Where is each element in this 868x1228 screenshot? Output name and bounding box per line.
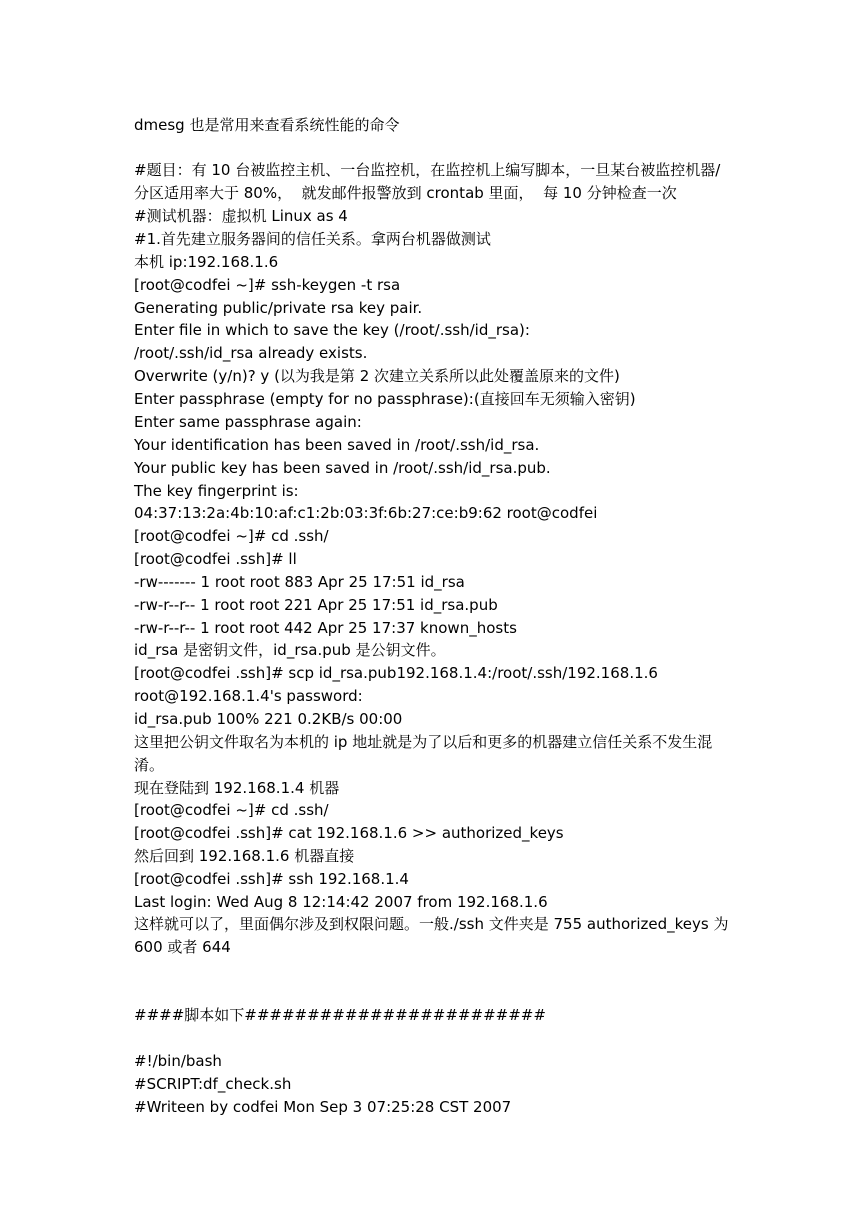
text-line: Enter passphrase (empty for no passphrase):(直接回车无须输入密钥)	[134, 390, 636, 408]
text-line: Generating public/private rsa key pair.	[134, 299, 423, 317]
text-line: #题目：有 10 台被监控主机、一台监控机，在监控机上编写脚本，一旦某台被监控机器/	[134, 161, 721, 179]
text-line: [root@codfei ~]# cd .ssh/	[134, 527, 329, 545]
text-line: Your public key has been saved in /root/.ssh/id_rsa.pub.	[134, 459, 551, 477]
text-line: 这样就可以了，里面偶尔涉及到权限问题。一般./ssh 文件夹是 755 authorized_keys 为	[134, 915, 729, 933]
text-line: root@192.168.1.4's password:	[134, 687, 363, 705]
code-line: #SCRIPT:df_check.sh	[134, 1075, 292, 1093]
text-line: [root@codfei .ssh]# ssh 192.168.1.4	[134, 870, 409, 888]
text-line: id_rsa.pub 100% 221 0.2KB/s 00:00	[134, 710, 403, 728]
text-line: Your identification has been saved in /root/.ssh/id_rsa.	[134, 436, 540, 454]
text-line: Enter file in which to save the key (/root/.ssh/id_rsa):	[134, 321, 530, 339]
text-line: Overwrite (y/n)? y (以为我是第 2 次建立关系所以此处覆盖原来的文件)	[134, 367, 620, 385]
text-line: [root@codfei ~]# cd .ssh/	[134, 801, 329, 819]
text-line: The key fingerprint is:	[134, 482, 299, 500]
script-banner: ####脚本如下########################	[134, 1006, 546, 1024]
text-line: dmesg 也是常用来查看系统性能的命令	[134, 116, 400, 134]
code-line: #!/bin/bash	[134, 1052, 222, 1070]
text-line: [root@codfei .ssh]# ll	[134, 550, 297, 568]
text-line: 现在登陆到 192.168.1.4 机器	[134, 779, 340, 797]
text-line: Enter same passphrase again:	[134, 413, 362, 431]
text-line: #1.首先建立服务器间的信任关系。拿两台机器做测试	[134, 230, 491, 248]
text-line: [root@codfei ~]# ssh-keygen -t rsa	[134, 276, 401, 294]
text-line: 本机 ip:192.168.1.6	[134, 253, 279, 271]
code-line: #Writeen by codfei Mon Sep 3 07:25:28 CST 2007	[134, 1098, 512, 1116]
text-line: 然后回到 192.168.1.6 机器直接	[134, 847, 355, 865]
text-line: 分区适用率大于 80%， 就发邮件报警放到 crontab 里面， 每 10 分钟检查一次	[134, 184, 677, 202]
text-line: [root@codfei .ssh]# scp id_rsa.pub192.168.1.4:/root/.ssh/192.168.1.6	[134, 664, 658, 682]
text-line: #测试机器：虚拟机 Linux as 4	[134, 207, 348, 225]
text-line: 04:37:13:2a:4b:10:af:c1:2b:03:3f:6b:27:ce:b9:62 root@codfei	[134, 504, 598, 522]
text-line: 这里把公钥文件取名为本机的 ip 地址就是为了以后和更多的机器建立信任关系不发生混	[134, 733, 713, 751]
text-line: id_rsa 是密钥文件，id_rsa.pub 是公钥文件。	[134, 641, 446, 659]
text-line: Last login: Wed Aug 8 12:14:42 2007 from 192.168.1.6	[134, 893, 548, 911]
text-line: 淆。	[134, 756, 165, 774]
text-line: 600 或者 644	[134, 938, 231, 956]
text-line: -rw-r--r-- 1 root root 221 Apr 25 17:51 id_rsa.pub	[134, 596, 498, 614]
text-line: [root@codfei .ssh]# cat 192.168.1.6 >> authorized_keys	[134, 824, 564, 842]
text-line: -rw-r--r-- 1 root root 442 Apr 25 17:37 known_hosts	[134, 619, 517, 637]
text-line: /root/.ssh/id_rsa already exists.	[134, 344, 368, 362]
text-line: -rw------- 1 root root 883 Apr 25 17:51 id_rsa	[134, 573, 465, 591]
